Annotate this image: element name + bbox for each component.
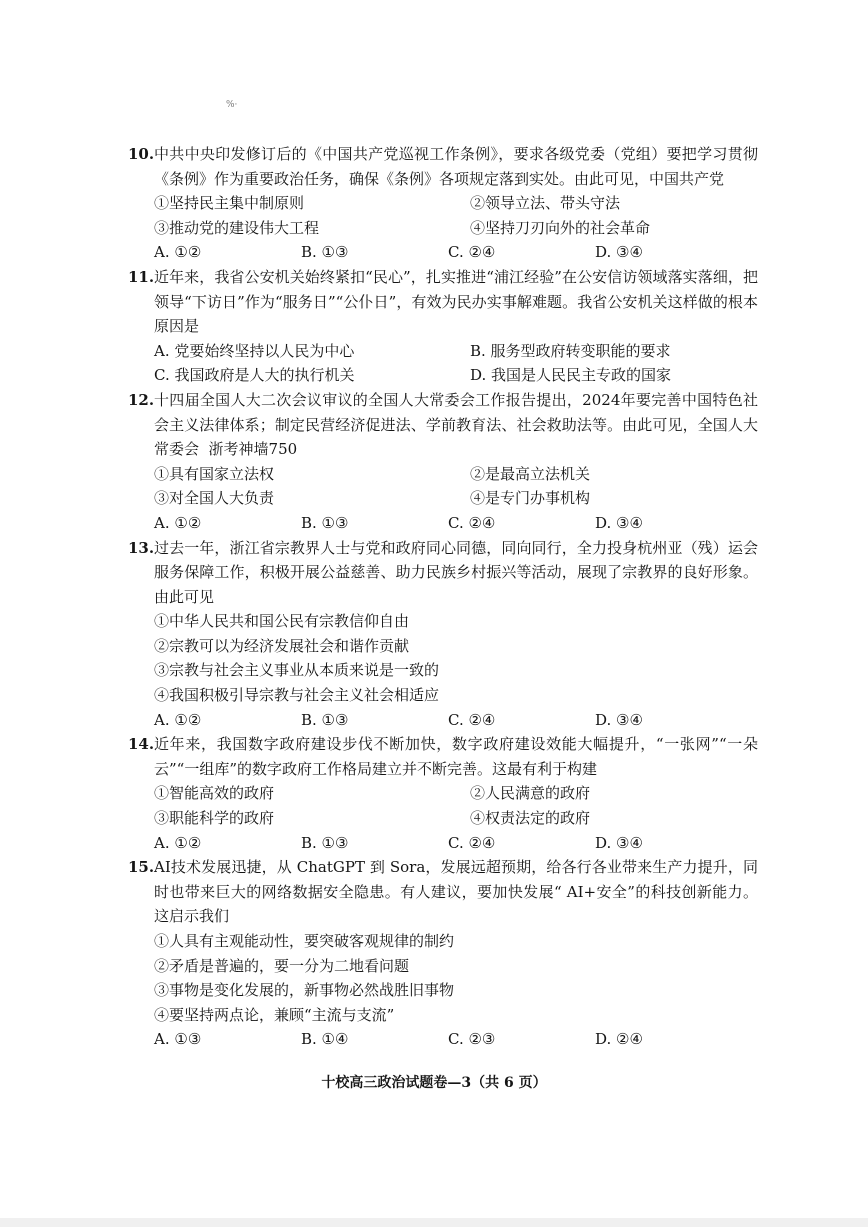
choice-a: A. ①② bbox=[154, 710, 202, 729]
statement: ③职能科学的政府 bbox=[154, 809, 275, 828]
statement: ③事物是变化发展的，新事物必然战胜旧事物 bbox=[154, 981, 455, 1000]
question-text: 中共中央印发修订后的《中国共产党巡视工作条例》，要求各级党委（党组）要把学习贯彻《条例》作为重要政治任务，确保《条例》各项规定落到实处。由此可见，中国共产党 bbox=[154, 145, 758, 188]
question-text: 近年来，我省公安机关始终紧扣“民心”，扎实推进“浦江经验”在公安信访领域落实落细，把领导“下访日”作为“服务日”“公仆日”，有效为民办实事解难题。我省公安机关这样做的根本原因是 bbox=[154, 267, 758, 336]
statement-grid bbox=[128, 462, 758, 511]
statement: ①人具有主观能动性，要突破客观规律的制约 bbox=[154, 932, 455, 950]
question-stem bbox=[128, 855, 758, 929]
question-number: 15. bbox=[128, 858, 155, 877]
statement: ④权责法定的政府 bbox=[470, 809, 591, 828]
question-number: 12. bbox=[128, 390, 155, 409]
question-number: 14. bbox=[128, 735, 155, 754]
choice-d: D. ③④ bbox=[595, 243, 643, 262]
choice-c: C. ②③ bbox=[448, 1030, 496, 1049]
statement-list bbox=[128, 929, 758, 1027]
statement-list bbox=[128, 609, 758, 707]
statement: ①智能高效的政府 bbox=[154, 784, 275, 803]
choice-c: C. 我国政府是人大的执行机关 bbox=[154, 366, 355, 385]
question-number: 10. bbox=[128, 145, 155, 163]
question-number: 11. bbox=[128, 267, 155, 286]
choice-d: D. ③④ bbox=[595, 513, 643, 532]
choice-a: A. ①② bbox=[154, 833, 202, 852]
choice-a: A. ①③ bbox=[154, 1030, 202, 1049]
scan-edge bbox=[0, 1218, 868, 1227]
choice-row bbox=[128, 831, 758, 856]
statement: ②宗教可以为经济发展社会和谐作贡献 bbox=[154, 636, 410, 655]
choice-a: A. ①② bbox=[154, 513, 202, 532]
choice-d: D. 我国是人民民主专政的国家 bbox=[470, 366, 672, 385]
choice-b: B. ①③ bbox=[301, 513, 349, 532]
scan-mark: %· bbox=[226, 100, 238, 110]
statement: ②人民满意的政府 bbox=[470, 784, 591, 803]
page-footer: 十校高三政治试题卷—3（共 6 页） bbox=[321, 1075, 547, 1091]
question-text: 十四届全国人大二次会议审议的全国人大常委会工作报告提出，2024年要完善中国特色社会主义法律体系；制定民营经济促进法、学前教育法、社会救助法等。由此可见，全国人大常委会 浙考神墙750 bbox=[154, 390, 758, 459]
choice-row bbox=[128, 511, 758, 536]
question-stem bbox=[128, 536, 758, 610]
choice-d: D. ③④ bbox=[595, 833, 643, 852]
question-text: AI技术发展迅捷，从 ChatGPT 到 Sora，发展远超预期，给各行各业带来生产力提升，同时也带来巨大的网络数据安全隐患。有人建议，要加快发展“ AI+安全”的科技创新能力。这启示我们 bbox=[154, 858, 758, 926]
choice-c: C. ②④ bbox=[448, 513, 496, 532]
statement: ①具有国家立法权 bbox=[154, 464, 275, 483]
choice-b: B. 服务型政府转变职能的要求 bbox=[470, 341, 671, 360]
question-number: 13. bbox=[128, 538, 155, 557]
statement-grid bbox=[128, 781, 758, 830]
choice-row bbox=[128, 240, 758, 265]
question-12 bbox=[128, 388, 758, 536]
question-stem bbox=[128, 388, 758, 462]
choice-c: C. ②④ bbox=[448, 710, 496, 729]
question-stem bbox=[128, 265, 758, 339]
choice-c: C. ②④ bbox=[448, 833, 496, 852]
choice-c: C. ②④ bbox=[448, 243, 496, 262]
statement: ③对全国人大负责 bbox=[154, 489, 275, 508]
statement: ②领导立法、带头守法 bbox=[470, 194, 621, 213]
statement: ②矛盾是普遍的，要一分为二地看问题 bbox=[154, 956, 410, 975]
question-text: 近年来，我国数字政府建设步伐不断加快，数字政府建设效能大幅提升，“一张网”“一朵云”“一组库”的数字政府工作格局建立并不断完善。这最有利于构建 bbox=[154, 735, 758, 778]
choice-b: B. ①④ bbox=[301, 1030, 349, 1049]
choice-b: B. ①③ bbox=[301, 833, 349, 852]
statement: ①中华人民共和国公民有宗教信仰自由 bbox=[154, 612, 410, 631]
choice-grid bbox=[128, 339, 758, 388]
choice-a: A. ①② bbox=[154, 243, 202, 262]
choice-d: D. ③④ bbox=[595, 710, 643, 729]
statement: ②是最高立法机关 bbox=[470, 464, 591, 483]
choice-row bbox=[128, 708, 758, 733]
question-15 bbox=[128, 855, 758, 1052]
choice-b: B. ①③ bbox=[301, 710, 349, 729]
choice-a: A. 党要始终坚持以人民为中心 bbox=[154, 341, 355, 360]
question-10 bbox=[128, 142, 758, 265]
choice-b: B. ①③ bbox=[301, 243, 349, 262]
choice-row bbox=[128, 1027, 758, 1052]
statement: ④坚持刀刃向外的社会革命 bbox=[470, 218, 651, 237]
question-11 bbox=[128, 265, 758, 388]
statement: ④要坚持两点论，兼顾“主流与支流” bbox=[154, 1005, 395, 1024]
question-text: 过去一年，浙江省宗教界人士与党和政府同心同德，同向同行，全力投身杭州亚（残）运会服务保障工作，积极开展公益慈善、助力民族乡村振兴等活动，展现了宗教界的良好形象。由此可见 bbox=[154, 538, 758, 606]
question-13 bbox=[128, 536, 758, 733]
statement: ③推动党的建设伟大工程 bbox=[154, 218, 320, 237]
statement-grid bbox=[128, 191, 758, 240]
question-stem bbox=[128, 732, 758, 781]
question-list bbox=[128, 142, 758, 1052]
statement: ④是专门办事机构 bbox=[470, 489, 591, 508]
question-14 bbox=[128, 732, 758, 855]
question-stem bbox=[128, 142, 758, 191]
statement: ①坚持民主集中制原则 bbox=[154, 194, 305, 213]
choice-d: D. ②④ bbox=[595, 1030, 643, 1049]
statement: ④我国积极引导宗教与社会主义社会相适应 bbox=[154, 686, 440, 705]
statement: ③宗教与社会主义事业从本质来说是一致的 bbox=[154, 661, 440, 680]
